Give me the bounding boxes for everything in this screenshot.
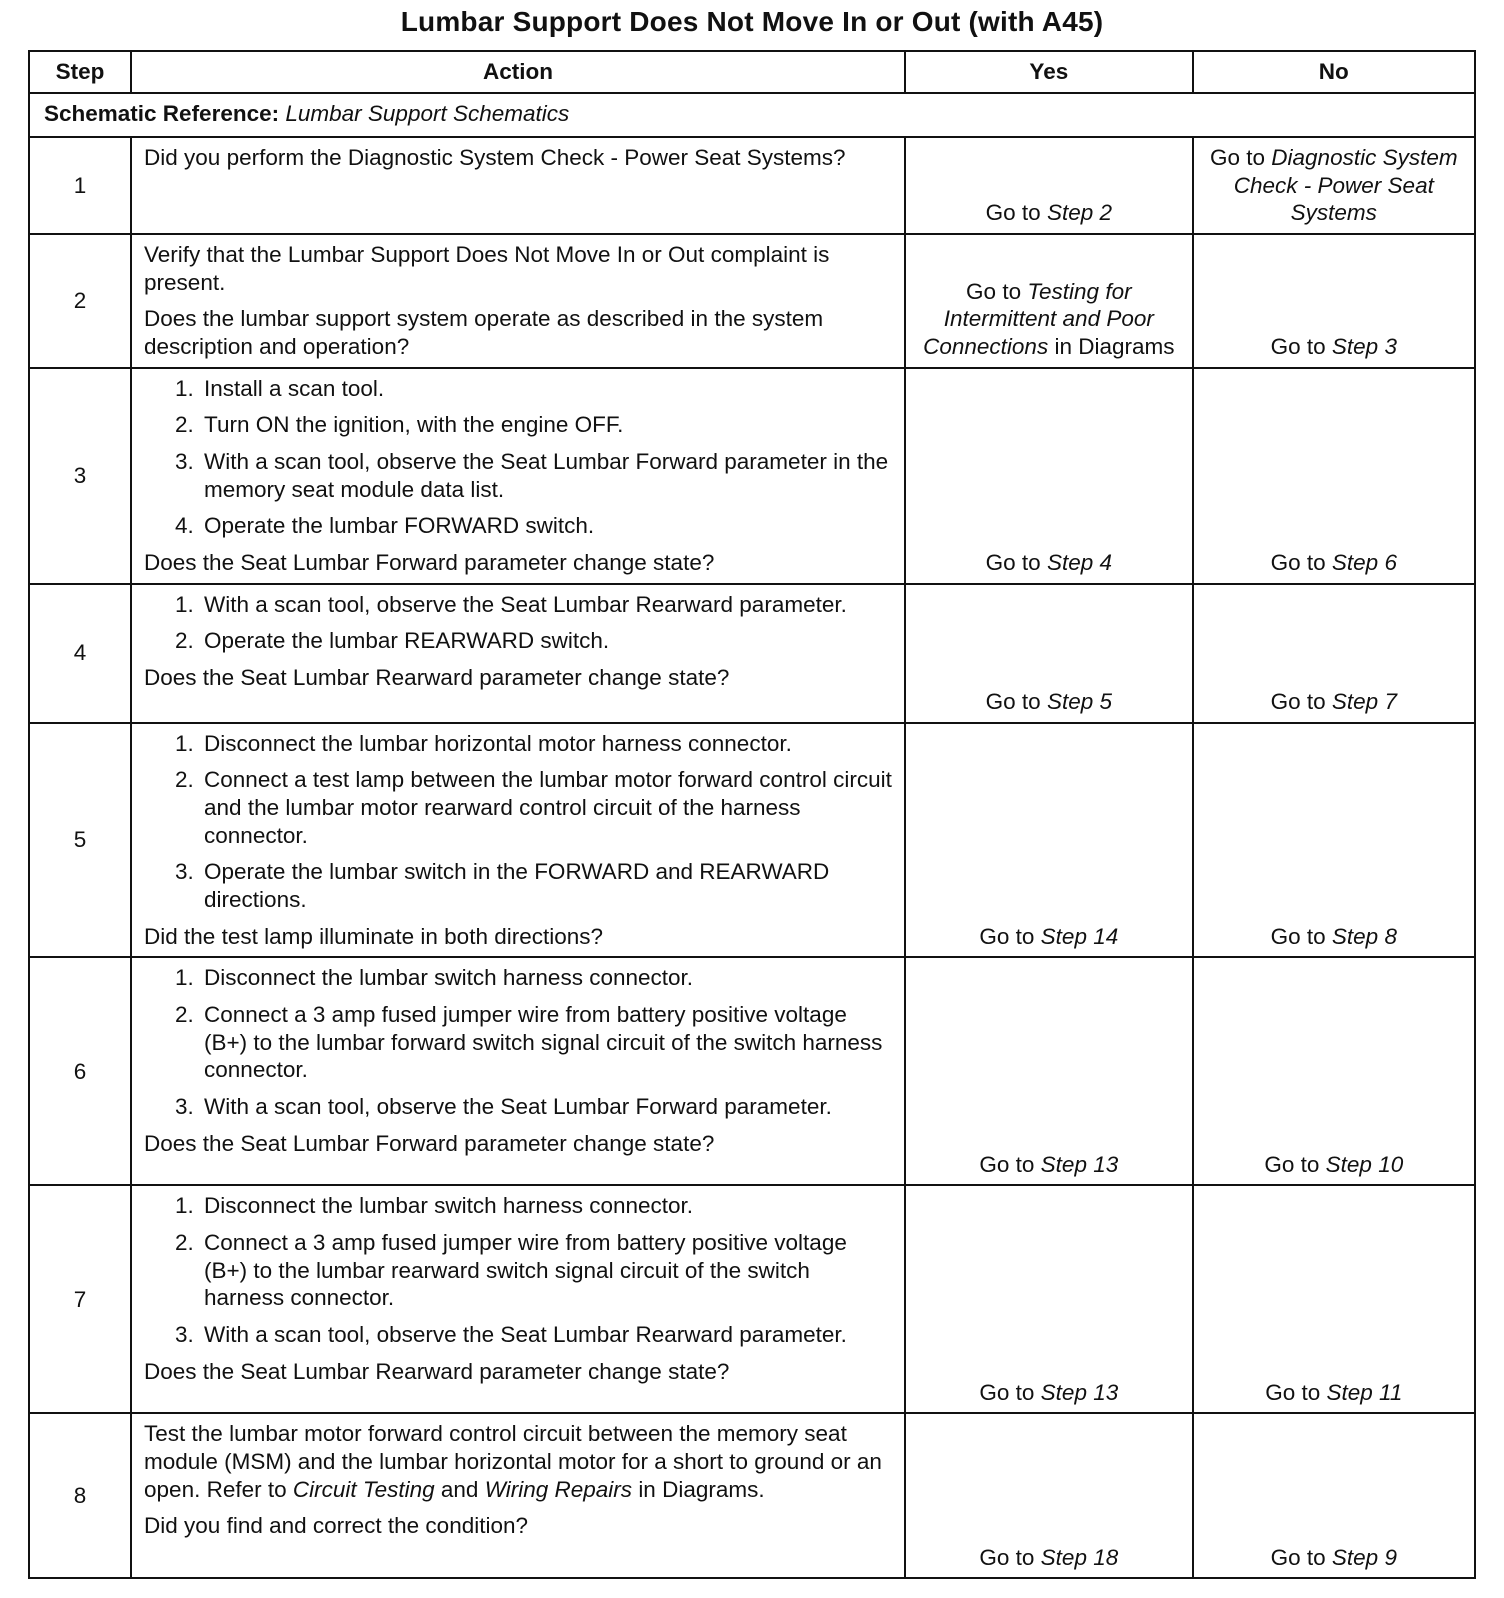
action-steps-list <box>144 964 892 1120</box>
list-item: 2. Operate the lumbar REARWARD switch. <box>200 627 892 655</box>
no-link[interactable]: Step 3 <box>1331 334 1397 360</box>
no-cell <box>1193 137 1475 234</box>
header-row <box>29 51 1475 93</box>
list-item: 1. Disconnect the lumbar horizontal motor harness connector. <box>200 730 892 758</box>
table-row <box>29 1413 1475 1578</box>
table-row <box>29 584 1475 723</box>
yes-cell <box>905 723 1193 958</box>
action-steps-list <box>144 1192 892 1348</box>
action-steps-list <box>144 591 892 655</box>
list-item: 3. With a scan tool, observe the Seat Lumbar Rearward parameter. <box>200 1321 892 1349</box>
diagnostic-table <box>28 50 1476 1579</box>
no-link[interactable]: Step 6 <box>1331 550 1397 576</box>
step-number: 5 <box>29 723 131 958</box>
action-cell <box>131 137 905 234</box>
list-item: 1. Install a scan tool. <box>200 375 892 403</box>
list-item: 2. Connect a 3 amp fused jumper wire from battery positive voltage (B+) to the lumbar forward switch signal circuit of the switch harness connector. <box>200 1001 892 1084</box>
action-steps-list <box>144 730 892 914</box>
list-item: 1. With a scan tool, observe the Seat Lumbar Rearward parameter. <box>200 591 892 619</box>
no-prefix: Go to <box>1265 1379 1321 1405</box>
header-no: No <box>1193 51 1475 93</box>
action-text <box>144 1420 892 1503</box>
no-link[interactable]: Step 11 <box>1326 1379 1403 1405</box>
step-number: 3 <box>29 368 131 584</box>
yes-link[interactable]: Step 14 <box>1040 923 1119 949</box>
no-prefix: Go to <box>1270 689 1326 715</box>
action-question: Does the Seat Lumbar Forward parameter change state? <box>144 1130 715 1156</box>
no-link[interactable]: Diagnostic System Check - Power Seat Systems <box>1233 145 1458 226</box>
no-prefix: Go to <box>1270 550 1326 576</box>
action-text: Verify that the Lumbar Support Does Not Move In or Out complaint is present. <box>144 242 830 295</box>
yes-link[interactable]: Step 13 <box>1040 1151 1119 1177</box>
list-item: 2. Connect a 3 amp fused jumper wire from battery positive voltage (B+) to the lumbar rearward switch signal circuit of the switch harness connector. <box>200 1229 892 1312</box>
table-row <box>29 234 1475 368</box>
list-item: 1. Disconnect the lumbar switch harness connector. <box>200 964 892 992</box>
list-item: 2. Turn ON the ignition, with the engine OFF. <box>200 411 892 439</box>
action-cell <box>131 957 905 1185</box>
table-row <box>29 1185 1475 1413</box>
action-question: Did you find and correct the condition? <box>144 1513 529 1539</box>
action-question: Did the test lamp illuminate in both directions? <box>144 923 604 949</box>
no-link[interactable]: Step 9 <box>1331 1544 1397 1570</box>
no-prefix: Go to <box>1209 145 1266 170</box>
list-item: 2. Connect a test lamp between the lumbar motor forward control circuit and the lumbar motor rearward control circuit of the harness connector. <box>200 766 892 849</box>
action-cell <box>131 1413 905 1578</box>
schematic-label: Schematic Reference: <box>44 101 280 126</box>
no-prefix: Go to <box>1270 334 1326 360</box>
yes-link[interactable]: Step 2 <box>1046 200 1112 226</box>
yes-cell <box>905 137 1193 234</box>
step-number: 7 <box>29 1185 131 1413</box>
action-question: Does the lumbar support system operate as described in the system description and operation? <box>144 306 824 360</box>
circuit-testing-link[interactable]: Circuit Testing <box>292 1476 435 1502</box>
step-number: 2 <box>29 234 131 368</box>
action-question: Does the Seat Lumbar Forward parameter change state? <box>144 550 715 576</box>
no-cell <box>1193 368 1475 584</box>
action-text-a: Test the lumbar motor forward control circuit between the memory seat module (MSM) and the lumbar horizontal motor for a short to ground or an open. Refer to <box>144 1421 882 1502</box>
action-question: Did you perform the Diagnostic System Check - Power Seat Systems? <box>144 145 846 170</box>
yes-prefix: Go to <box>979 1151 1035 1177</box>
yes-prefix: Go to <box>985 200 1041 226</box>
schematic-reference-row <box>29 93 1475 137</box>
no-cell <box>1193 234 1475 368</box>
no-link[interactable]: Step 10 <box>1325 1151 1404 1177</box>
action-cell <box>131 723 905 958</box>
yes-link[interactable]: Step 18 <box>1040 1544 1119 1570</box>
table-row <box>29 957 1475 1185</box>
yes-link[interactable]: Step 4 <box>1046 550 1112 576</box>
no-prefix: Go to <box>1264 1151 1320 1177</box>
yes-prefix: Go to <box>985 550 1041 576</box>
no-cell <box>1193 1185 1475 1413</box>
table-row <box>29 137 1475 234</box>
header-yes: Yes <box>905 51 1193 93</box>
action-text-c: in Diagrams. <box>638 1476 765 1502</box>
yes-prefix: Go to <box>985 689 1041 715</box>
header-step: Step <box>29 51 131 93</box>
no-prefix: Go to <box>1270 923 1326 949</box>
no-cell <box>1193 1413 1475 1578</box>
action-steps-list <box>144 375 892 540</box>
header-action: Action <box>131 51 905 93</box>
list-item: 1. Disconnect the lumbar switch harness connector. <box>200 1192 892 1220</box>
yes-cell <box>905 1413 1193 1578</box>
schematic-link[interactable]: Lumbar Support Schematics <box>285 101 570 126</box>
no-cell <box>1193 723 1475 958</box>
no-link[interactable]: Step 7 <box>1331 689 1397 715</box>
page-title: Lumbar Support Does Not Move In or Out (with A45) <box>400 6 1104 37</box>
yes-link[interactable]: Step 13 <box>1040 1379 1119 1405</box>
yes-cell <box>905 368 1193 584</box>
list-item: 3. Operate the lumbar switch in the FORWARD and REARWARD directions. <box>200 858 892 913</box>
step-number: 4 <box>29 584 131 723</box>
table-row <box>29 723 1475 958</box>
no-link[interactable]: Step 8 <box>1331 923 1397 949</box>
list-item: 4. Operate the lumbar FORWARD switch. <box>200 512 892 540</box>
yes-cell <box>905 584 1193 723</box>
yes-cell <box>905 1185 1193 1413</box>
action-cell <box>131 584 905 723</box>
step-number: 6 <box>29 957 131 1185</box>
table-row <box>29 368 1475 584</box>
yes-suffix: Diagrams <box>1078 334 1175 360</box>
schematic-reference <box>29 93 1475 137</box>
yes-cell <box>905 234 1193 368</box>
no-cell <box>1193 957 1475 1185</box>
yes-prefix: Go to <box>966 278 1022 304</box>
yes-mid: in <box>1054 334 1072 360</box>
step-number: 8 <box>29 1413 131 1578</box>
action-question: Does the Seat Lumbar Rearward parameter change state? <box>144 665 730 691</box>
action-cell <box>131 234 905 368</box>
yes-cell <box>905 957 1193 1185</box>
list-item: 3. With a scan tool, observe the Seat Lumbar Forward parameter. <box>200 1093 892 1121</box>
yes-link[interactable]: Step 5 <box>1046 689 1112 715</box>
action-cell <box>131 1185 905 1413</box>
no-cell <box>1193 584 1475 723</box>
yes-prefix: Go to <box>979 1379 1035 1405</box>
step-number: 1 <box>29 137 131 234</box>
yes-prefix: Go to <box>979 923 1035 949</box>
yes-prefix: Go to <box>979 1544 1035 1570</box>
action-question: Does the Seat Lumbar Rearward parameter change state? <box>144 1358 730 1384</box>
action-text-b: and <box>440 1476 479 1502</box>
action-cell <box>131 368 905 584</box>
yes-link[interactable]: Testing for Intermittent and Poor Connections <box>923 278 1154 360</box>
no-prefix: Go to <box>1270 1544 1326 1570</box>
list-item: 3. With a scan tool, observe the Seat Lumbar Forward parameter in the memory seat module data list. <box>200 448 892 503</box>
wiring-repairs-link[interactable]: Wiring Repairs <box>484 1476 633 1502</box>
